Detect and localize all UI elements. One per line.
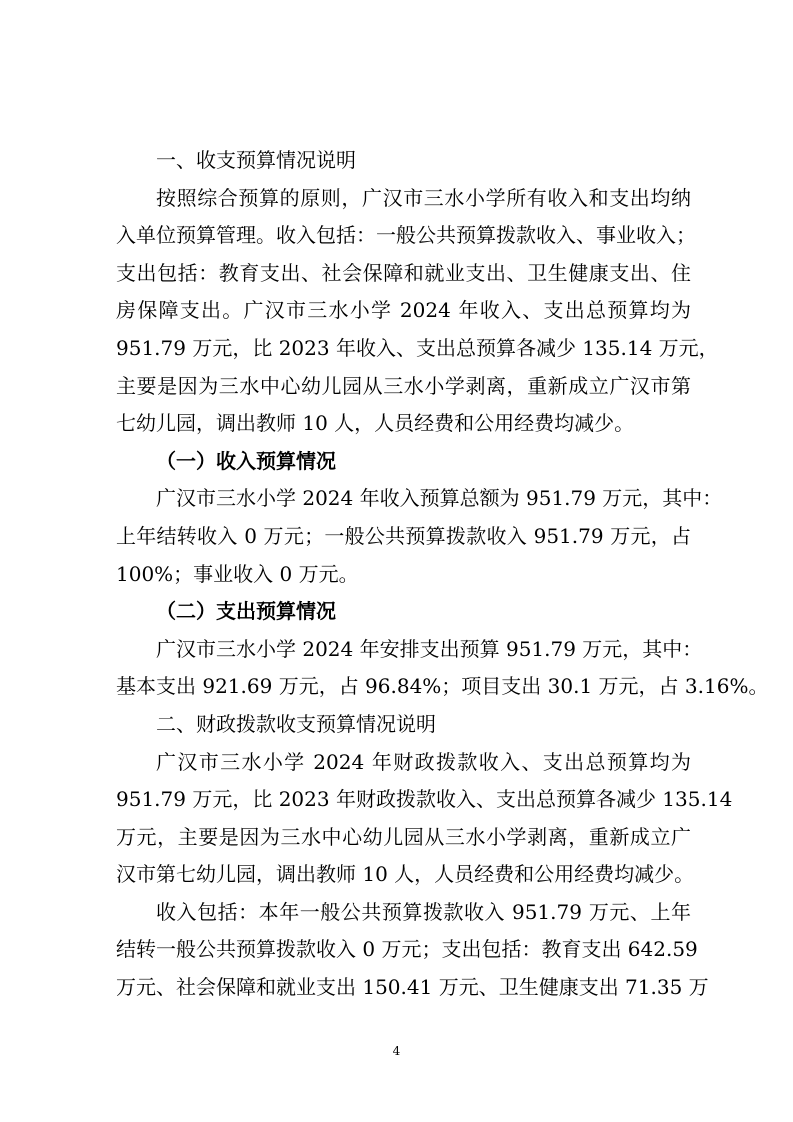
paragraph-line: 支出包括：教育支出、社会保障和就业支出、卫生健康支出、住 bbox=[116, 260, 691, 285]
subsection-heading-expenditure: （二）支出预算情况 bbox=[156, 599, 336, 624]
paragraph-line: 万元、社会保障和就业支出 150.41 万元、卫生健康支出 71.35 万 bbox=[116, 975, 709, 1000]
paragraph-line: 广汉市三水小学 2024 年安排支出预算 951.79 万元，其中： bbox=[156, 636, 703, 661]
page-body bbox=[116, 142, 769, 1007]
paragraph-line: 上年结转收入 0 万元；一般公共预算拨款收入 951.79 万元，占 bbox=[116, 523, 691, 548]
section-2-paragraph-2 bbox=[116, 894, 709, 1007]
section-heading-1: 一、收支预算情况说明 bbox=[156, 148, 356, 172]
paragraph-line: 七幼儿园，调出教师 10 人，人员经费和公用经费均减少。 bbox=[116, 411, 635, 436]
subsection-heading-income: （一）收入预算情况 bbox=[156, 448, 336, 473]
paragraph-line: 房保障支出。广汉市三水小学 2024 年收入、支出总预算均为 bbox=[116, 298, 691, 323]
page-number: 4 bbox=[392, 1044, 401, 1058]
paragraph-line: 100%；事业收入 0 万元。 bbox=[116, 561, 359, 586]
expenditure-paragraph bbox=[116, 631, 769, 706]
paragraph-line: 951.79 万元，比 2023 年财政拨款收入、支出总预算各减少 135.14 bbox=[116, 787, 733, 812]
paragraph-line: 结转一般公共预算拨款收入 0 万元；支出包括：教育支出 642.59 bbox=[116, 937, 698, 962]
paragraph-line: 按照综合预算的原则，广汉市三水小学所有收入和支出均纳 bbox=[156, 185, 691, 210]
paragraph-line: 收入包括：本年一般公共预算拨款收入 951.79 万元、上年 bbox=[156, 899, 691, 924]
paragraph-line: 主要是因为三水中心幼儿园从三水小学剥离，重新成立广汉市第 bbox=[116, 373, 691, 398]
section-1-paragraph bbox=[116, 180, 719, 443]
paragraph-line: 入单位预算管理。收入包括：一般公共预算拨款收入、事业收入； bbox=[116, 223, 696, 248]
paragraph-line: 广汉市三水小学 2024 年财政拨款收入、支出总预算均为 bbox=[156, 749, 691, 774]
paragraph-line: 汉市第七幼儿园，调出教师 10 人，人员经费和公用经费均减少。 bbox=[116, 862, 695, 887]
section-2-paragraph-1 bbox=[116, 744, 733, 894]
paragraph-line: 万元，主要是因为三水中心幼儿园从三水小学剥离，重新成立广 bbox=[116, 824, 691, 849]
paragraph-line: 951.79 万元，比 2023 年收入、支出总预算各减少 135.14 万元， bbox=[116, 335, 719, 360]
paragraph-line: 广汉市三水小学 2024 年收入预算总额为 951.79 万元，其中： bbox=[156, 486, 723, 511]
paragraph-line: 基本支出 921.69 万元，占 96.84%；项目支出 30.1 万元，占 3.16%。 bbox=[116, 674, 769, 699]
section-heading-2: 二、财政拨款收支预算情况说明 bbox=[156, 711, 436, 736]
income-paragraph bbox=[116, 480, 723, 593]
